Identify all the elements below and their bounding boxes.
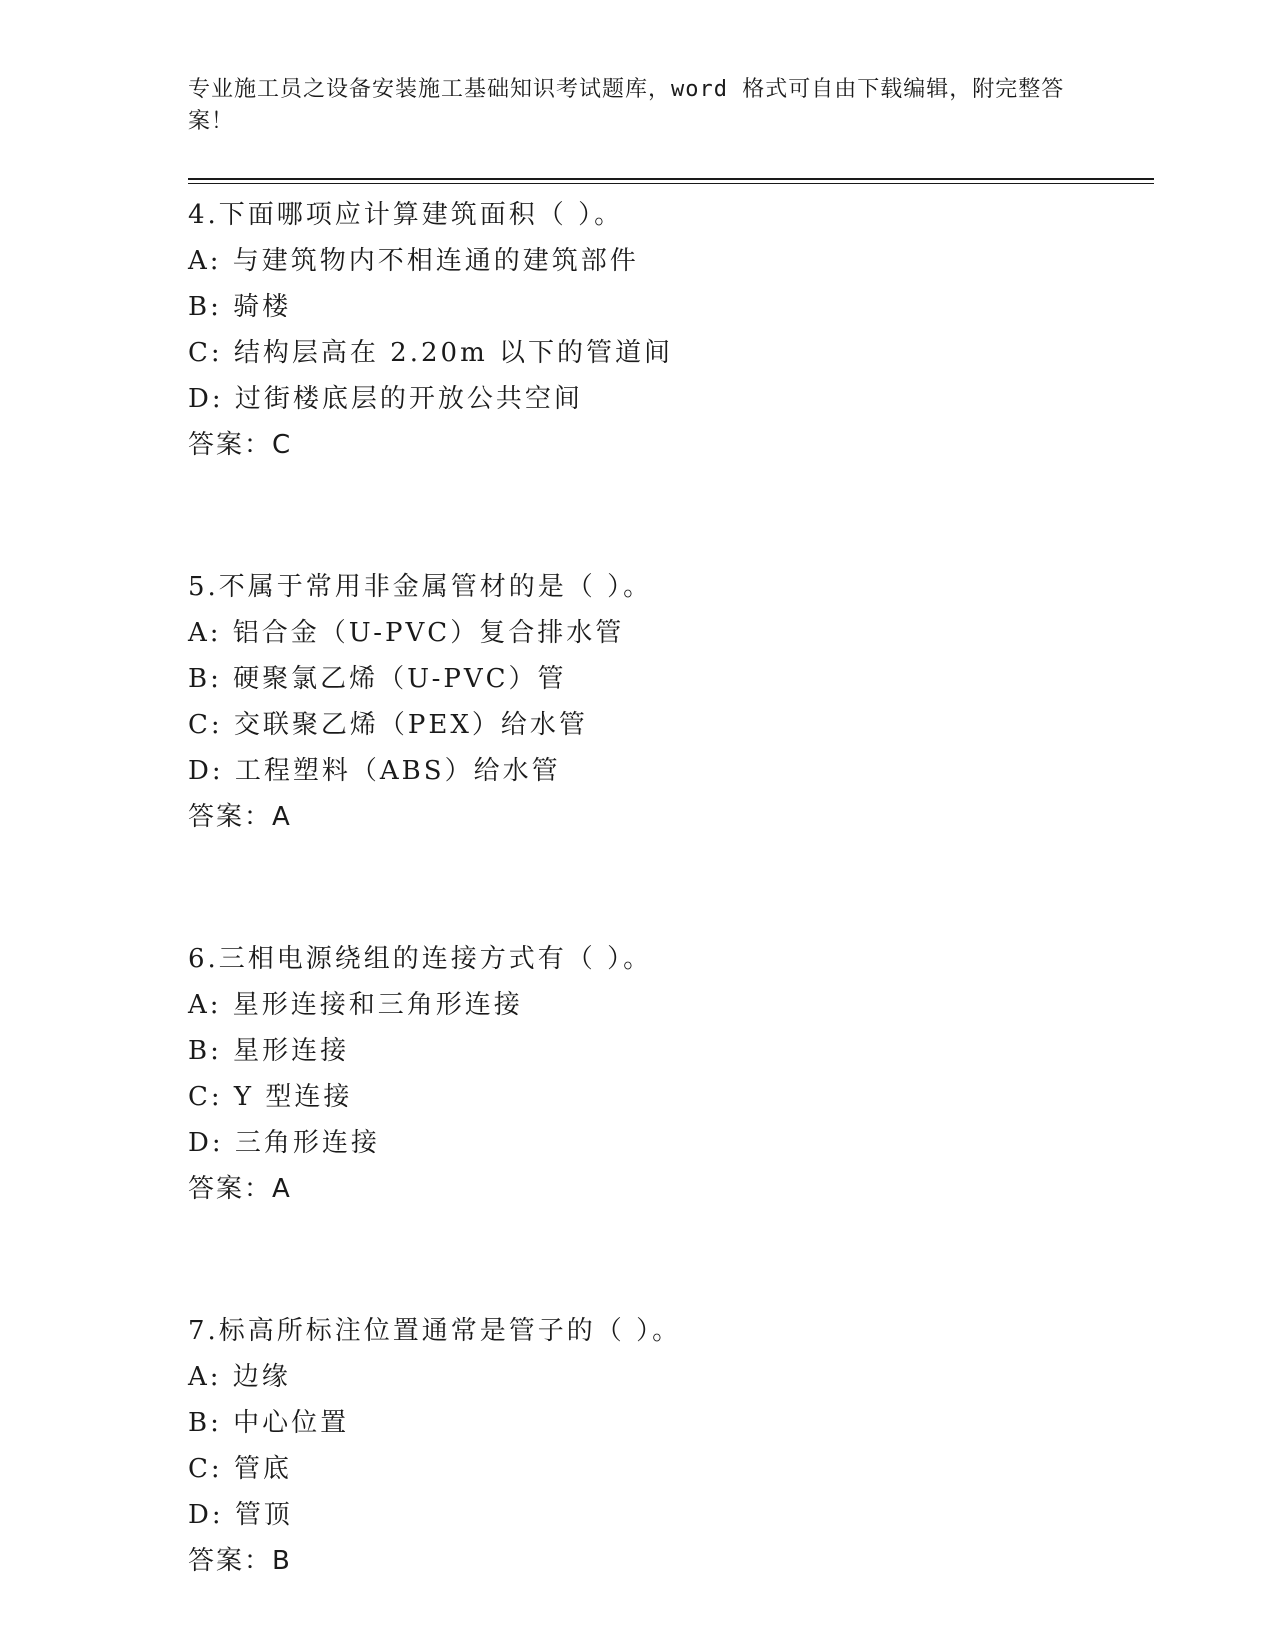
answer-line: 答案：C	[188, 430, 293, 460]
option-a: A: 星形连接和三角形连接	[188, 990, 523, 1020]
option-d: D: 过街楼底层的开放公共空间	[188, 384, 583, 414]
option-a: A: 边缘	[188, 1362, 291, 1392]
answer-line: 答案：A	[188, 802, 292, 832]
question-7	[188, 1308, 1148, 1584]
header-divider-thick	[188, 178, 1154, 180]
option-c: C: 交联聚乙烯（PEX）给水管	[188, 710, 588, 740]
question-title: 5.不属于常用非金属管材的是（ ）。	[188, 572, 653, 602]
question-title: 7.标高所标注位置通常是管子的（ ）。	[188, 1316, 682, 1346]
document-header: 专业施工员之设备安装施工基础知识考试题库，word 格式可自由下载编辑，附完整答案！	[188, 77, 1065, 134]
option-c: C: 结构层高在 2.20m 以下的管道间	[188, 338, 673, 368]
question-4	[188, 192, 1148, 468]
question-spacer	[188, 468, 1148, 560]
option-d: D: 三角形连接	[188, 1128, 380, 1158]
question-spacer	[188, 1212, 1148, 1304]
option-d: D: 管顶	[188, 1500, 293, 1530]
question-5	[188, 564, 1148, 840]
option-b: B: 星形连接	[188, 1036, 350, 1066]
answer-line: 答案：B	[188, 1546, 292, 1576]
question-list	[188, 188, 1148, 1584]
question-title: 4.下面哪项应计算建筑面积（ ）。	[188, 200, 624, 230]
option-b: B: 硬聚氯乙烯（U-PVC）管	[188, 664, 567, 694]
option-b: B: 骑楼	[188, 292, 292, 322]
question-6	[188, 936, 1148, 1212]
question-title: 6.三相电源绕组的连接方式有（ ）。	[188, 944, 653, 974]
option-a: A: 与建筑物内不相连通的建筑部件	[188, 246, 639, 276]
option-a: A: 铝合金（U-PVC）复合排水管	[188, 618, 625, 648]
option-b: B: 中心位置	[188, 1408, 350, 1438]
header-divider-thin	[188, 183, 1154, 184]
option-c: C: Y 型连接	[188, 1082, 353, 1112]
option-d: D: 工程塑料（ABS）给水管	[188, 756, 561, 786]
option-c: C: 管底	[188, 1454, 292, 1484]
answer-line: 答案：A	[188, 1174, 292, 1204]
question-spacer	[188, 840, 1148, 932]
